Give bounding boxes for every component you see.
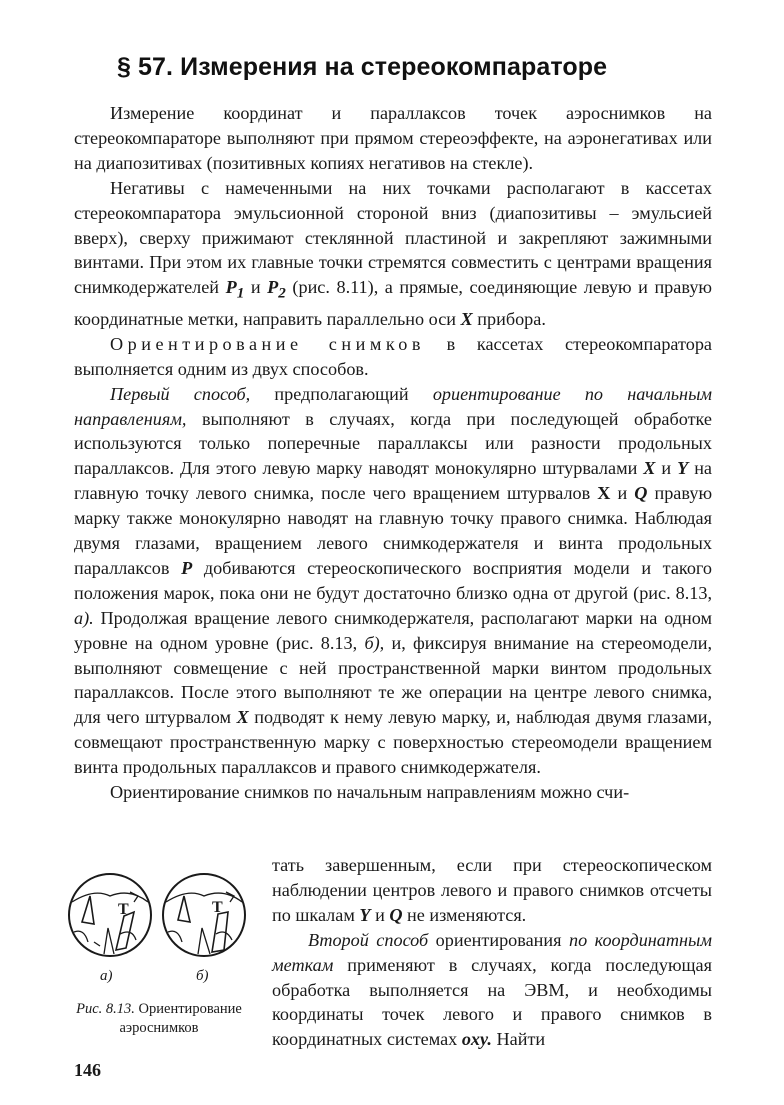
main-text (74, 101, 712, 805)
var-y: Y (677, 458, 689, 479)
ref-b: б), (364, 632, 385, 653)
p4-t5: и (617, 483, 628, 504)
mark-b-glyph: T (212, 899, 223, 916)
p2-text-b: (рис. 8.11), а прямые, соединяющие левую и правую координатные метки, направить параллельно оси (74, 277, 713, 329)
var-x: X (236, 707, 249, 728)
p4-t3: и (661, 458, 672, 479)
p2-text-a: Негативы с намеченными на них точками располагают в кассетах стереокомпаратора эмульсионной стороной вниз (диапозитивы – эмульсией вверх), сверху прижимают стеклянной пластиной и закрепляют зажимными винтами. При этом их главные точки стремятся совместить с центрами вращения снимкодержателей (74, 177, 712, 298)
section-heading: § 57. Измерения на стереокомпараторе (117, 53, 608, 81)
p5-and: и (375, 904, 385, 925)
paragraph-1: Измерение координат и параллаксов точек аэроснимков на стереокомпараторе выполняют при прямом стереоэффекте, на аэронегативах или на диапозитивах (позитивных копиях негативов на стекле). (74, 103, 712, 173)
caption-text: Ориентирование аэроснимков (119, 1001, 242, 1036)
var-y: Y (359, 904, 371, 925)
p6-t1: ориентирования (435, 929, 562, 950)
second-method-term: Второй способ (308, 929, 429, 950)
var-x-bold: X (597, 483, 611, 504)
wrapped-text (272, 853, 712, 1052)
var-x: X (643, 458, 656, 479)
orientation-term: ориентирование по начальным направлениям, (74, 383, 712, 429)
p4-t9: и, фиксируя внимание на стереомодели, выполняют совмещение с ней пространственной марки винтом продольных параллаксов. После этого выполняют те же операции на центре левого снимка, для чего штурвалом (74, 632, 712, 728)
p4-t4: на главную точку левого снимка, после чего вращением штурвалов (74, 458, 713, 504)
mark-a-glyph: T (118, 901, 129, 918)
label-b: б) (196, 968, 209, 984)
p5-t1: тать завершенным, если при стереоскопическом наблюдении центров левого и правого снимков отсчеты по шкалам (272, 855, 712, 925)
p6-t2: применяют в случаях, когда последующая обработка выполняется на ЭВМ, и необходимы координаты точек левого и правого снимков в координатных системах (272, 954, 712, 1050)
p4-t2: выполняют в случаях, когда при последующей обработке используются только поперечные параллаксы или разности продольных параллаксов. Для этого левую марку наводят монокулярно штурвалами (74, 408, 712, 479)
paragraph-4 (74, 382, 712, 781)
p4-t7: добиваются стереоскопического восприятия модели и такого положения марок, пока они не будут достаточно близко одна от другой (рис. 8.13, (74, 557, 713, 603)
paragraph-6 (272, 928, 712, 1053)
label-a: а) (100, 968, 113, 984)
var-x: X (460, 308, 473, 329)
page-number: 146 (74, 1060, 101, 1080)
var-p2: $P_2$ (267, 277, 286, 302)
paragraph-3 (74, 332, 712, 382)
var-q: Q (634, 483, 648, 504)
figure-8-13 (64, 862, 254, 1062)
p4-t8: Продолжая вращение левого снимкодержателя, располагают марки на одном уровне на одном уровне (рис. 8.13, (74, 607, 713, 653)
paragraph-5-lead: Ориентирование снимков по начальным направлениям можно счи- (110, 782, 630, 803)
p4-t10: подводят к нему левую марку, и, наблюдая двумя глазами, совмещают пространственную марку с поверхностью стереомодели вращением винта продольных параллаксов и правого снимкодержателя. (74, 707, 713, 778)
p2-and: и (250, 277, 261, 298)
coordinate-marks-term: по координатным меткам (272, 929, 712, 975)
p5-t2: не изменяются. (407, 904, 527, 925)
first-method-term: Первый способ, (110, 383, 251, 404)
var-p1: $P_1$ (225, 277, 245, 302)
var-oxy: oxy. (461, 1029, 492, 1050)
var-p: P (181, 557, 193, 578)
var-q: Q (389, 904, 403, 925)
paragraph-5-continued (272, 853, 712, 928)
p6-t3: Найти (496, 1029, 546, 1050)
p4-t6: правую марку также монокулярно наводят на главную точку правого снимка. Наблюдая двумя глазами, вращением левого снимкодержателя и винта продольных параллаксов (74, 483, 713, 578)
p3-text: в кассетах стереокомпаратора выполняется одним из двух способов. (74, 333, 712, 379)
figure-caption (64, 1000, 254, 1038)
p2-text-c: прибора. (477, 308, 546, 329)
caption-number: Рис. 8.13. (76, 1001, 135, 1017)
p4-t1: предполагающий (274, 383, 409, 404)
stereo-marks-illustration (64, 862, 254, 997)
spaced-term: Ориентирование снимков (110, 333, 425, 354)
paragraph-2 (74, 176, 712, 332)
ref-a: а). (74, 607, 94, 628)
